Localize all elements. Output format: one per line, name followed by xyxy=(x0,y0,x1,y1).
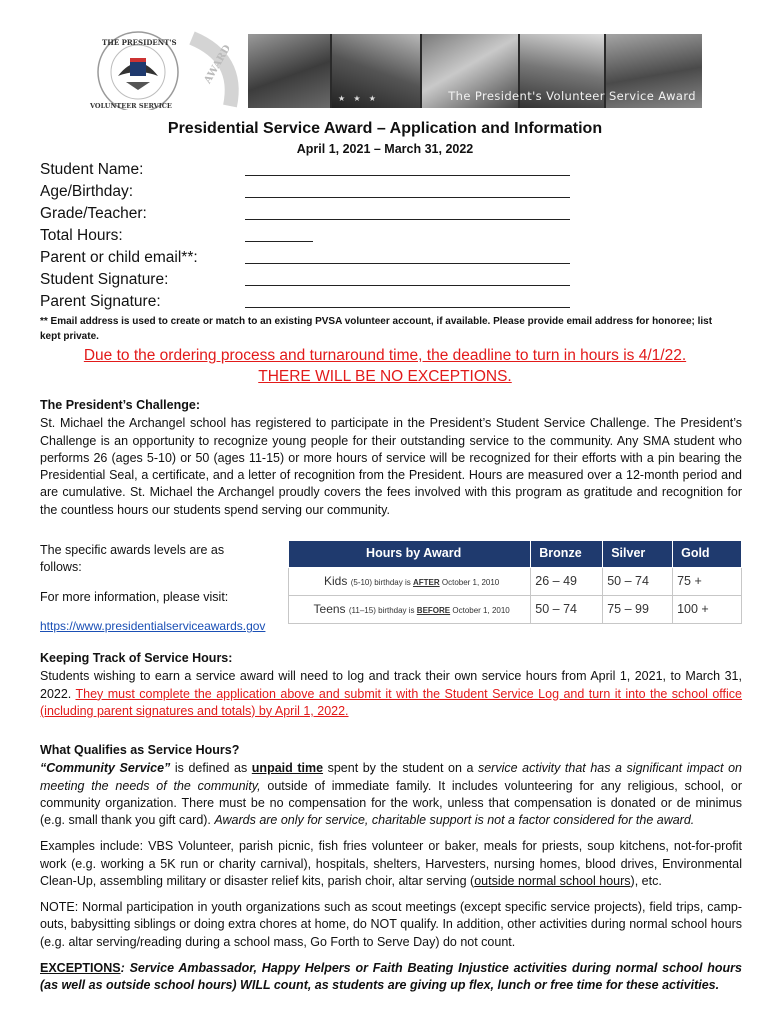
volunteer-photo xyxy=(248,34,330,108)
exceptions-paragraph: EXCEPTIONS: Service Ambassador, Happy Helpers or Faith Beating Injustice activities during normal school hours (as well as outside school hours) WILL count, as students are giving up flex, lunch or free time for these activities. xyxy=(40,960,742,992)
section-heading: What Qualifies as Service Hours? xyxy=(40,743,240,757)
note-paragraph: NOTE: Normal participation in youth organizations such as scout meetings (except specific service projects), field trips, camp-outs, babysitting siblings or doing extra chores at home, do NOT qualify. In addition, other activities during normal school hours (e.g. altar serving/reading during a school mass, Go Forth to Serve Day) do not count. xyxy=(40,900,742,949)
cell-gold: 75 + xyxy=(673,568,742,596)
section-body: Students wishing to earn a service award will need to log and track their own service hours from April 1, 2021, to March 31, 2022. They must complete the application above and submit it with the Student Service Log and turn it into the school office (including parent signatures and totals) by April 1, 2022. xyxy=(40,669,743,718)
row-kids-label: Kids (5-10) birthday is AFTER October 1, 2010 xyxy=(289,568,531,596)
cell-gold: 100 + xyxy=(673,596,742,624)
deadline-notice xyxy=(0,345,770,388)
field-total-hours[interactable] xyxy=(40,224,600,246)
volunteer-photo-strip xyxy=(248,34,702,108)
cell-silver: 75 – 99 xyxy=(603,596,673,624)
section-heading: Keeping Track of Service Hours: xyxy=(40,651,233,665)
blank-line[interactable] xyxy=(245,197,570,198)
awards-intro xyxy=(40,542,260,606)
tracking-deadline-red: They must complete the application above and submit it with the Student Service Log and turn it into the school office (including parent signatures and totals) by April 1, 2022. xyxy=(40,686,743,718)
field-email[interactable] xyxy=(40,246,600,268)
field-age-birthday[interactable] xyxy=(40,180,600,202)
section-heading: The President’s Challenge: xyxy=(40,398,200,412)
blank-line[interactable] xyxy=(245,285,570,286)
blank-line[interactable] xyxy=(245,263,570,264)
field-label: Grade/Teacher: xyxy=(40,205,147,222)
field-label: Student Signature: xyxy=(40,271,169,288)
no-exceptions-line: THERE WILL BE NO EXCEPTIONS. xyxy=(258,368,512,386)
field-label: Student Name: xyxy=(40,161,144,178)
cell-silver: 50 – 74 xyxy=(603,568,673,596)
pvsa-website-link[interactable]: https://www.presidentialserviceawards.gov xyxy=(40,619,266,633)
award-banner xyxy=(80,28,702,110)
awards-levels-text: The specific awards levels are as follows: xyxy=(40,543,225,575)
pvsa-seal-logo xyxy=(80,28,255,110)
seal-text-top: THE PRESIDENT'S xyxy=(102,38,177,47)
seal-text-bottom: VOLUNTEER SERVICE xyxy=(90,102,172,110)
table-row xyxy=(289,596,742,624)
banner-caption: The President's Volunteer Service Award xyxy=(448,89,696,104)
field-parent-signature[interactable] xyxy=(40,290,600,312)
field-label: Age/Birthday: xyxy=(40,183,134,200)
page-title: Presidential Service Award – Application and Information xyxy=(167,120,603,137)
blank-line[interactable] xyxy=(245,175,570,176)
cell-bronze: 50 – 74 xyxy=(531,596,603,624)
blank-line[interactable] xyxy=(245,307,570,308)
header-bronze: Bronze xyxy=(531,541,603,568)
field-label: Total Hours: xyxy=(40,227,123,244)
blank-line[interactable] xyxy=(245,219,570,220)
table-header-row xyxy=(289,541,742,568)
cell-bronze: 26 – 49 xyxy=(531,568,603,596)
header-gold: Gold xyxy=(673,541,742,568)
header-hours-by-award: Hours by Award xyxy=(289,541,531,568)
email-note: ** Email address is used to create or match to an existing PVSA volunteer account, if available. Please provide email address for honoree; list kept private. xyxy=(40,316,713,342)
blank-line[interactable] xyxy=(245,241,313,242)
tracking-section xyxy=(40,650,742,720)
field-label: Parent Signature: xyxy=(40,293,161,310)
header-silver: Silver xyxy=(603,541,673,568)
row-teens-label: Teens (11–15) birthday is BEFORE October 1, 2010 xyxy=(289,596,531,624)
examples-paragraph: Examples include: VBS Volunteer, parish picnic, fish fries volunteer or baker, meals for priests, soup kitchens, not-for-profit work (e.g. working a 5K run or charity carnival), hospitals, shelters, Harvesters, nursing homes, blood drives, Environmental Clean-Up, assembling military or disaster relief kits, parish choir, altar serving (outside normal school hours), etc. xyxy=(40,839,742,888)
qualifies-section xyxy=(40,742,742,994)
deadline-line: Due to the ordering process and turnaround time, the deadline to turn in hours is 4/1/22. xyxy=(83,347,687,364)
application-form xyxy=(40,158,600,312)
date-range: April 1, 2021 – March 31, 2022 xyxy=(296,142,474,156)
field-student-name[interactable] xyxy=(40,158,600,180)
field-label: Parent or child email**: xyxy=(40,249,198,266)
field-student-signature[interactable] xyxy=(40,268,600,290)
seal-text-award: AWARD xyxy=(202,43,234,86)
challenge-section xyxy=(40,397,742,519)
banner-stars: ★ ★ ★ xyxy=(338,93,379,103)
awards-table xyxy=(288,540,742,624)
section-body: St. Michael the Archangel school has registered to participate in the President’s Student Service Challenge. The President’s Challenge is an opportunity to recognize young people for their outstanding service to the community. Any SMA student who performs 26 (ages 5-10) or 50 (ages 11-15) or more hours of service will be recognized for their efforts with a pin bearing the Presidential Seal, a certificate, and a letter of recognition from the President. Hours are measured over a 12-month period and are cumulative. St. Michael the Archangel proudly covers the fees involved with this program as gratitude and recognition for the countless hours our students spend serving our community. xyxy=(40,416,742,517)
table-row xyxy=(289,568,742,596)
more-info-text: For more information, please visit: xyxy=(40,589,229,604)
field-grade-teacher[interactable] xyxy=(40,202,600,224)
definition-paragraph: “Community Service” is defined as unpaid time spent by the student on a service activity that has a significant impact on meeting the needs of the community, outside of immediate family. It includes volunteering for any religious, school, or community organization. There must be no compensation for the work, unless that compensation is donated or de minimus (e.g. small thank you gift card). Awards are only for service, charitable support is not a factor considered for the award. xyxy=(40,761,742,827)
